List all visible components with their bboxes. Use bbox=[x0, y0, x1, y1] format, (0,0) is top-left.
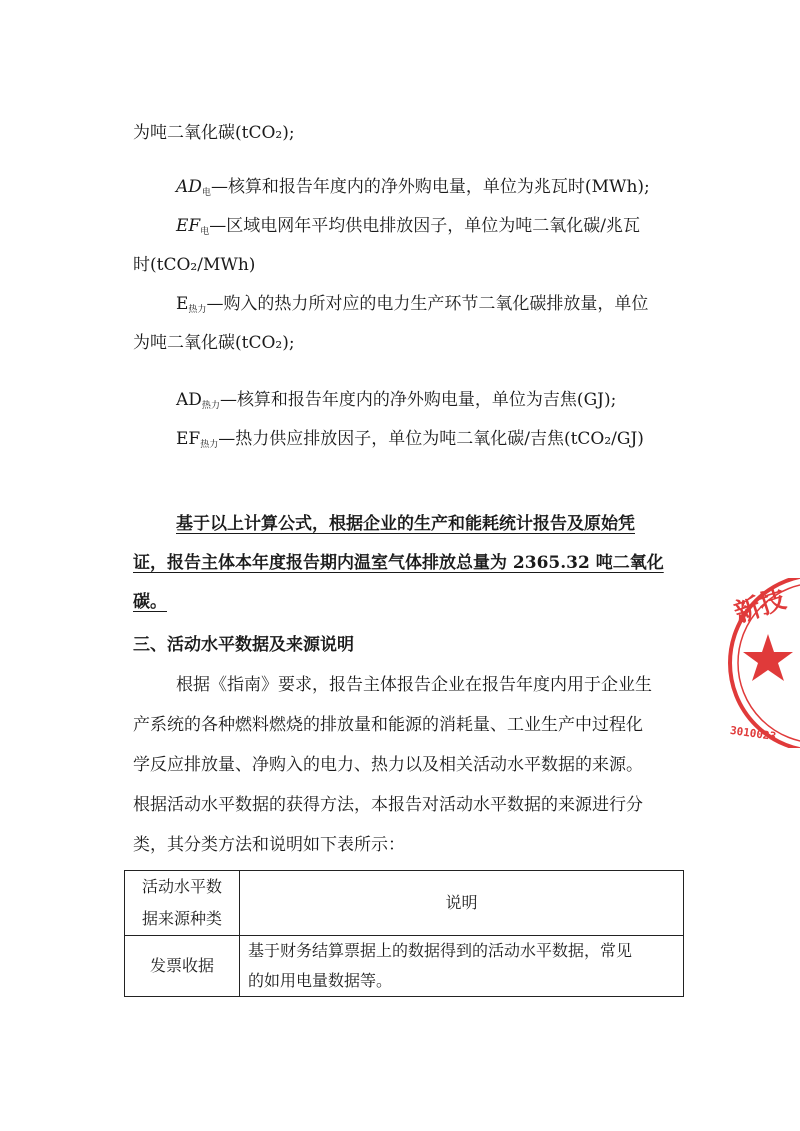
text-line: 为吨二氧化碳(tCO₂); bbox=[133, 123, 295, 143]
text-line: 为吨二氧化碳(tCO₂); bbox=[133, 333, 295, 353]
text-line: 时(tCO₂/MWh) bbox=[133, 255, 256, 275]
seal-star-icon bbox=[743, 634, 793, 681]
seal-text-bottom: 3010023 bbox=[729, 723, 777, 744]
activity-data-source-table bbox=[124, 870, 684, 997]
seal-graphic bbox=[720, 578, 800, 748]
paragraph-line: 产系统的各种燃料燃烧的排放量和能源的消耗量、工业生产中过程化 bbox=[133, 715, 643, 735]
company-seal bbox=[720, 578, 800, 748]
conclusion-line-3: 碳。 bbox=[133, 592, 167, 612]
formula-definition-e-heat: E热力—购入的热力所对应的电力生产环节二氧化碳排放量，单位 bbox=[176, 294, 649, 315]
table-header-cell bbox=[125, 871, 240, 936]
table-header-row bbox=[125, 871, 684, 936]
table-row bbox=[125, 936, 684, 997]
paragraph-line: 学反应排放量、净购入的电力、热力以及相关活动水平数据的来源。 bbox=[133, 755, 643, 775]
formula-definition-ad-heat: AD热力—核算和报告年度内的净外购电量，单位为吉焦(GJ); bbox=[176, 390, 617, 411]
paragraph-line: 类，其分类方法和说明如下表所示： bbox=[133, 835, 405, 855]
formula-definition-ef-electricity: EF电—区域电网年平均供电排放因子，单位为吨二氧化碳/兆瓦 bbox=[176, 216, 640, 237]
cell-text: 发票收据 bbox=[149, 956, 214, 975]
header-text: 活动水平数 bbox=[141, 877, 222, 896]
formula-definition-ad-electricity: AD电—核算和报告年度内的净外购电量，单位为兆瓦时(MWh); bbox=[176, 177, 650, 198]
header-text: 说明 bbox=[445, 893, 478, 912]
cell-text: 基于财务结算票据上的数据得到的活动水平数据，常见 bbox=[248, 941, 633, 960]
formula-definition-ef-heat: EF热力—热力供应排放因子，单位为吨二氧化碳/吉焦(tCO₂/GJ) bbox=[176, 429, 644, 450]
paragraph-line: 根据活动水平数据的获得方法，本报告对活动水平数据的来源进行分 bbox=[133, 795, 643, 815]
header-text: 据来源种类 bbox=[141, 909, 222, 928]
conclusion-line-2: 证，报告主体本年度报告期内温室气体排放总量为 2365.32 吨二氧化 bbox=[133, 553, 664, 573]
conclusion-line-1: 基于以上计算公式，根据企业的生产和能耗统计报告及原始凭 bbox=[176, 514, 635, 534]
table-cell bbox=[240, 936, 684, 997]
section-heading: 三、活动水平数据及来源说明 bbox=[133, 635, 354, 655]
table-header-cell bbox=[240, 871, 684, 936]
table-cell bbox=[125, 936, 240, 997]
paragraph-line: 根据《指南》要求，报告主体报告企业在报告年度内用于企业生 bbox=[176, 675, 652, 695]
seal-text-top: 新技 bbox=[730, 584, 790, 630]
cell-text: 的如用电量数据等。 bbox=[248, 971, 393, 990]
